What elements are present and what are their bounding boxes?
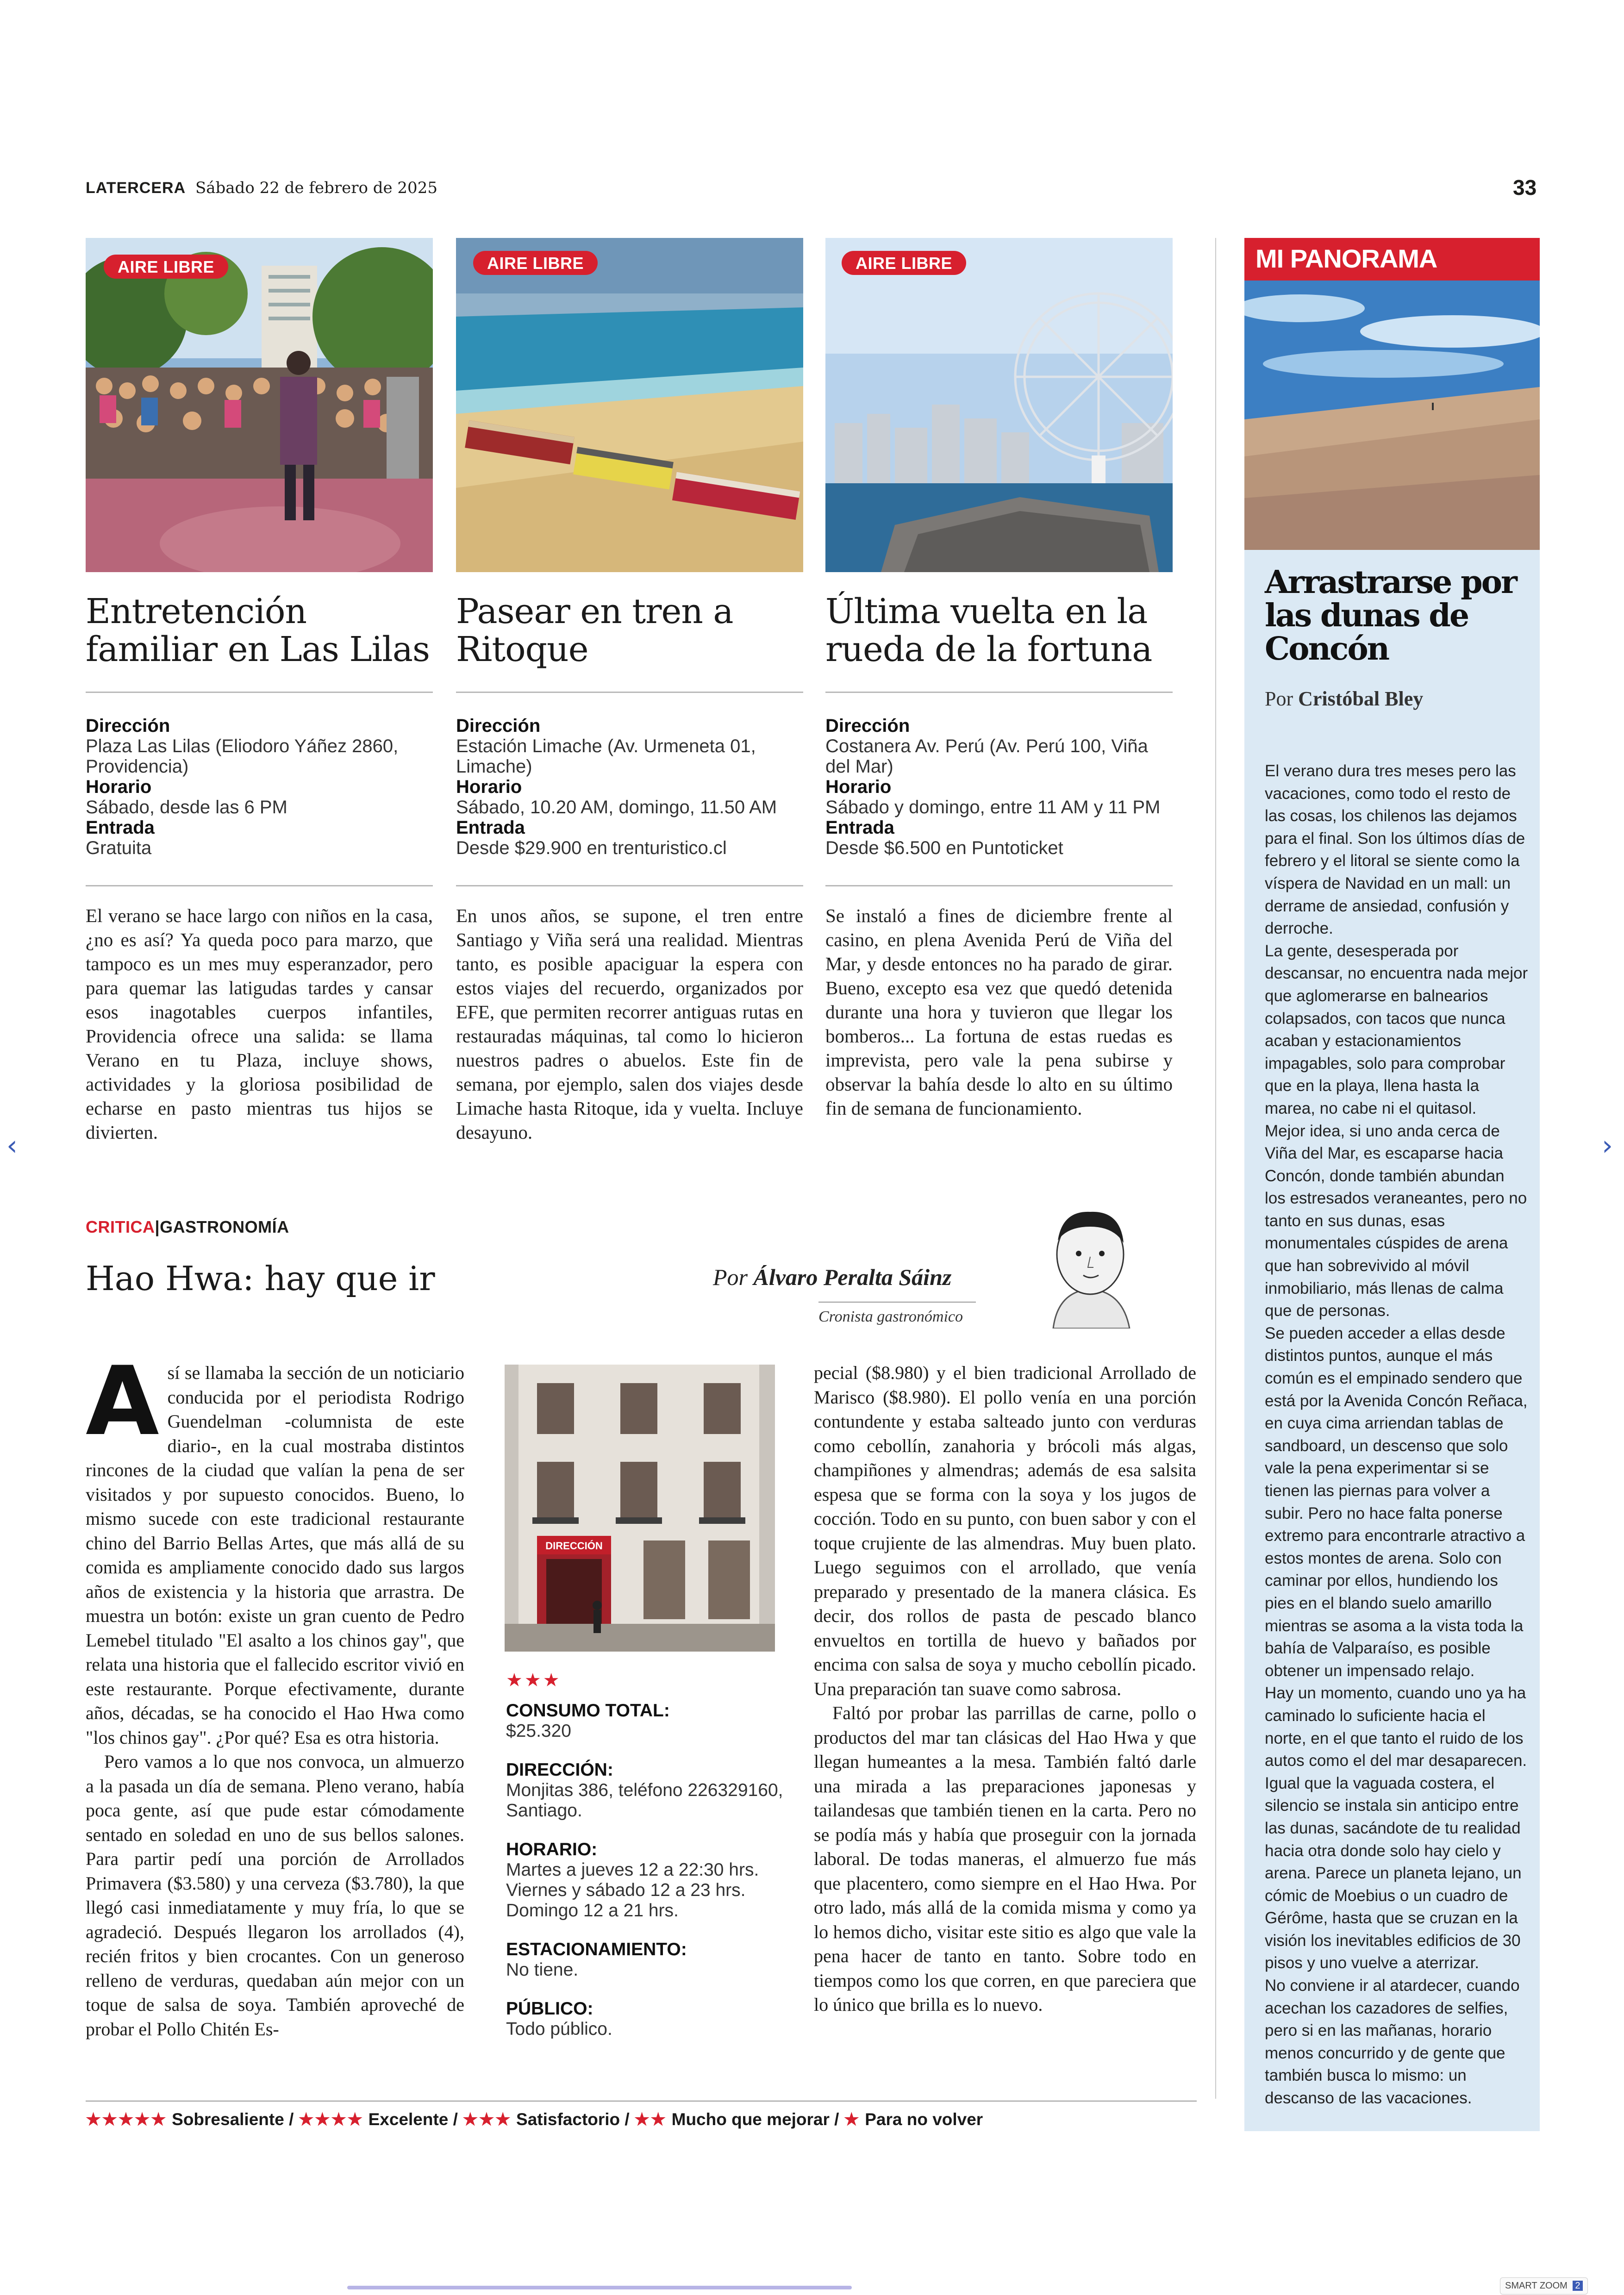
legend-rule [86,2101,1197,2102]
fact-value: $25.320 [506,1721,571,1741]
fact-label: DIRECCIÓN: [506,1760,613,1780]
article-2-body [456,904,803,1144]
author-role: Cronista gastronómico [818,1308,963,1325]
kicker-separator: | [155,1217,160,1236]
paragraph: El verano dura tres meses pero las vacaciones, como todo el resto de las cosas, los chilenos las dejamos para el final. Son los últimos días de febrero y el litoral se siente como la víspera de Navidad en un mall: un derrame de ansiedad, confusión y derroche. [1265,762,1525,938]
author-prefix: Por [713,1264,748,1290]
page-header [86,179,437,197]
info-value: Plaza Las Lilas (Eliodoro Yáñez 2860, Providencia) [86,736,399,777]
paragraph: Se instaló a fines de diciembre frente al casino, en plena Avenida Perú de Viña del Mar, y desde entonces no ha parado de girar. Bueno, excepto esa vez que quedó detenida durante una hora y tuvieron que llegar los bomberos... La fortuna de estas ruedas es imprevista, pero vale la pena subirse y observar la bahía desde lo alto en su último fin de semana de funcionamiento. [825,905,1173,1119]
sidebar-title [1265,566,1533,666]
info-label: Dirección [825,716,910,736]
article-1-info [86,716,437,858]
title-line: Pasear en tren a [456,592,733,631]
review-facts [506,1670,784,2039]
review-column-3 [814,1361,1196,2017]
review-column-1 [86,1347,464,2041]
column-separator [1215,238,1216,2099]
info-label: Horario [86,777,152,797]
section-bar: MI PANORAMA [1244,238,1540,281]
info-label: Entrada [86,817,155,838]
legend-stars: ★★★★ [298,2110,364,2129]
photo-las-lilas [86,238,433,572]
info-label: Dirección [86,716,170,736]
fact-value: Martes a jueves 12 a 22:30 hrs. Viernes y sábado 12 a 23 hrs. Domingo 12 a 21 hrs. [506,1860,759,1921]
paragraph: pecial ($8.980) y el bien tradicional Arrollado de Marisco ($8.980). El pollo venía en una porción contundente y estaba salteado junto con verduras como cebollín, zanahoria y brócoli más algas, champiñones y almendras; además de esa salsita espesa que se forma con la soya y los jugos de cocción. Todo en su punto, con buen sabor y con el toque crujiente de las almendras. Muy buen plato. Luego seguimos con el arrollado, que venía preparado y presentado de la manera clásica. Es decir, dos rollos de pasta de pescado blanco envueltos en tortilla de huevo y bañados por encima con salsa de soya y mucho cebollín picado. Una preparación tan suave como sabrosa. [814,1362,1196,1699]
divider [825,692,1173,693]
article-1-body [86,904,433,1144]
legend-stars: ★ [843,2110,860,2129]
info-value: Sábado, 10.20 AM, domingo, 11.50 AM [456,797,777,817]
fact-label: CONSUMO TOTAL: [506,1701,670,1721]
title-line: Última vuelta en la [825,592,1148,631]
tag-badge-2: AIRE LIBRE [473,251,598,275]
title-line: Ritoque [456,630,588,669]
paragraph: Pero vamos a lo que nos convoca, un almuerzo a la pasada un día de semana. Pleno verano, había poca gente, así que pude estar cómodamente sentado en soledad en uno de sus bellos salones. Para partir pedí una porción de Arrollados Primavera ($3.580) y una cerveza ($3.780), la que llegó casi inmediatamente y muy fría, lo que se agradeció. Después llegaron los arrollados (4), recién fritos y bien crocantes. Con un generoso relleno de verduras, quedaban aún mejor con un toque de salsa de soya. También aproveché de probar el Pollo Chitén Es- [86,1751,464,2039]
article-3-body [825,904,1173,1120]
page-number: 33 [1513,175,1537,200]
photo-sign-text: DIRECCIÓN [545,1540,603,1552]
paragraph: La gente, desesperada por descansar, no encuentra nada mejor que aglomerarse en balnearios colapsados, con tacos que nunca acaban y estacionamientos impagables, solo para comprobar que en la playa, llena hasta la marea, no cabe ni el quitasol. [1265,942,1528,1117]
fact-value: Monjitas 386, teléfono 226329160, Santiago. [506,1780,783,1821]
tag-badge-1: AIRE LIBRE [104,255,228,279]
divider [86,885,433,886]
drop-cap: A [86,1347,159,1457]
zoom-label: SMART ZOOM [1505,2281,1568,2291]
issue-date: Sábado 22 de febrero de 2025 [195,179,437,197]
info-label: Horario [456,777,522,797]
photo-train-ritoque [456,238,803,572]
info-value: Desde $6.500 en Puntoticket [825,838,1063,858]
tag-badge-3: AIRE LIBRE [842,251,966,275]
rating-stars: ★★★ [506,1670,562,1690]
info-label: Dirección [456,716,541,736]
divider [456,885,803,886]
review-author [713,1264,951,1291]
author-portrait [1021,1199,1160,1328]
fact-label: PÚBLICO: [506,1999,593,2019]
review-kicker [86,1217,289,1237]
info-value: Gratuita [86,838,152,858]
photo-ferris-wheel [825,238,1173,572]
info-label: Entrada [825,817,894,838]
legend-stars: ★★ [634,2110,667,2129]
info-value: Estación Limache (Av. Urmeneta 01, Limache) [456,736,756,777]
paragraph: sí se llamaba la sección de un noticiario conducida por el periodista Rodrigo Guendelman -columnista de este diario-, en la cual mostraba distintos rincones de la ciudad que valían la pena de ser visitados y por supuesto conocidos. Bueno, lo mismo sucede con este tradicional restaurante chino del Barrio Bellas Artes, que más allá de su comida es ampliamente conocido dado sus largos años de existencia y la historia que arrastra. De muestra un botón: existe un gran cuento de Pedro Lemebel titulado "El asalto a los chinos gay", que relata una historia que el fallecido escritor vivió en este restaurante. Porque efectivamente, durante años, décadas, se ha conocido el Hao Hwa como "los chinos gay". ¿Por qué? Esa es otra historia. [86,1362,464,1748]
review-title: Hao Hwa: hay que ir [86,1259,435,1298]
info-value: Sábado y domingo, entre 11 AM y 11 PM [825,797,1161,817]
byline-author: Cristóbal Bley [1298,687,1424,710]
paragraph: Hay un momento, cuando uno ya ha caminado lo suficiente hacia el norte, en el que tanto el ruido de los autos como el del mar desaparecen. Igual que la vaguada costera, el silencio se instala sin anticipo entre las dunas, sacándote de tu realidad hacia otra donde solo hay cielo y arena. Parece un planeta lejano, un cómic de Moebius o un cuadro de Gérôme, hasta que se cruzan en la visión los inevitables edificios de 30 pisos y uno vuelve a aterrizar. [1265,1684,1527,1972]
title-line: rueda de la fortuna [825,630,1152,669]
legend-label: Satisfactorio / [516,2110,630,2129]
article-2-info [456,716,808,858]
legend-label: Sobresaliente / [172,2110,294,2129]
divider [456,692,803,693]
fact-value: Todo público. [506,2019,612,2039]
smart-zoom-button[interactable] [1500,2277,1588,2295]
info-value: Costanera Av. Perú (Av. Perú 100, Viña del Mar) [825,736,1148,777]
zoom-badge: 2 [1573,2281,1582,2291]
title-line: Entretención [86,592,307,631]
paragraph: En unos años, se supone, el tren entre Santiago y Viña será una realidad. Mientras tanto, es posible apaciguar la espera con estos viajes del recuerdo, organizados por EFE, que permiten recorrer antiguas rutas en restauradas máquinas, tal como lo hicieron nuestros padres o abuelos. Este fin de semana, por ejemplo, salen dos viajes desde Limache hasta Ritoque, ida y vuelta. Incluye desayuno. [456,905,803,1143]
author-rule [818,1302,976,1303]
fact-label: ESTACIONAMIENTO: [506,1940,687,1959]
article-2-title [456,592,808,668]
prev-page-icon[interactable]: ‹ [6,1129,18,1162]
paragraph: Se pueden acceder a ellas desde distintos puntos, aunque el más común es el empinado sendero que está por la Avenida Concón Reñaca, en cuya cima arriendan tablas de sandboard, un descenso que solo vale la pena experimentar si se tienen las piernas para volver a subir. Pero no hace falta ponerse extremo para encontrarle atractivo a estos montes de arena. Solo con caminar por ellos, hundiendo los pies en el blando suelo amarillo mientras se asoma a la vista toda la bahía de Valparaíso, es posible obtener un impensado relajo. [1265,1324,1528,1680]
title-line: las dunas de [1265,597,1468,634]
kicker-critica: CRITICA [86,1217,155,1236]
article-3-title [825,592,1187,668]
fact-label: HORARIO: [506,1840,598,1859]
info-label: Horario [825,777,892,797]
legend-label: Para no volver [865,2110,983,2129]
legend-stars: ★★★★★ [86,2110,167,2129]
byline-prefix: Por [1265,687,1293,710]
newspaper-brand: LATERCERA [86,179,186,197]
rating-legend [86,2109,983,2129]
sidebar-body [1265,760,1529,2110]
paragraph: El verano se hace largo con niños en la casa, ¿no es así? Ya queda poco para marzo, que tampoco es un mes muy esperanzador, pero para quemar las latigudas tardes y cansar esos inagotables cuerpos infantiles, Providencia ofrece una salida: se llama Verano en tu Plaza, incluye shows, actividades y la gloriosa posibilidad de echarse en pasto mientras tus hijos se divierten. [86,905,433,1143]
title-line: Arrastrarse por [1265,564,1516,601]
legend-stars: ★★★ [462,2110,512,2129]
article-3-info [825,716,1177,858]
kicker-section: GASTRONOMÍA [160,1217,289,1236]
article-1-title [86,592,437,668]
sidebar-byline [1265,687,1423,711]
title-line: familiar en Las Lilas [86,630,430,669]
paragraph: No conviene ir al atardecer, cuando acechan los cazadores de selfies, pero si en las mañanas, horario menos concurrido y de gente que también busca lo mismo: un descanso de las vacaciones. [1265,1977,1520,2108]
page-scrollbar[interactable] [347,2286,852,2289]
fact-value: No tiene. [506,1960,579,1980]
photo-hao-hwa [505,1365,775,1652]
divider [86,692,433,693]
next-page-icon[interactable]: › [1602,1129,1613,1162]
info-label: Entrada [456,817,525,838]
paragraph: Faltó por probar las parrillas de carne, pollo o productos del mar tan clásicas del Hao Hwa y que llegan humeantes a la mesa. También faltó darle una mirada a las preparaciones japonesas y tailandesas que también tienen en la carta. Pero no se podía más y había que proseguir con la jornada laboral. De todas maneras, el almuerzo fue más que placentero, como siempre en el Hao Hwa. Por otro lado, más allá de la comida misma y como ya lo hemos dicho, visitar este sitio es algo que vale la pena hacer de tanto en tanto. Sobre todo en tiempos como los que corren, en que pareciera que lo único que brilla es lo nuevo. [814,1703,1196,2015]
info-value: Sábado, desde las 6 PM [86,797,287,817]
photo-dunas [1244,281,1540,550]
author-name: Álvaro Peralta Sáinz [753,1264,952,1290]
title-line: Concón [1265,630,1389,667]
divider [825,885,1173,886]
legend-label: Excelente / [368,2110,458,2129]
paragraph: Mejor idea, si uno anda cerca de Viña del Mar, es escaparse hacia Concón, donde también abundan los estresados veraneantes, pero no tanto en sus dunas, esas monumentales cúspides de arena que han sobrevivido al móvil inmobiliario, más llenas de calma que de personas. [1265,1122,1527,1320]
info-value: Desde $29.900 en trenturistico.cl [456,838,727,858]
legend-label: Mucho que mejorar / [671,2110,839,2129]
